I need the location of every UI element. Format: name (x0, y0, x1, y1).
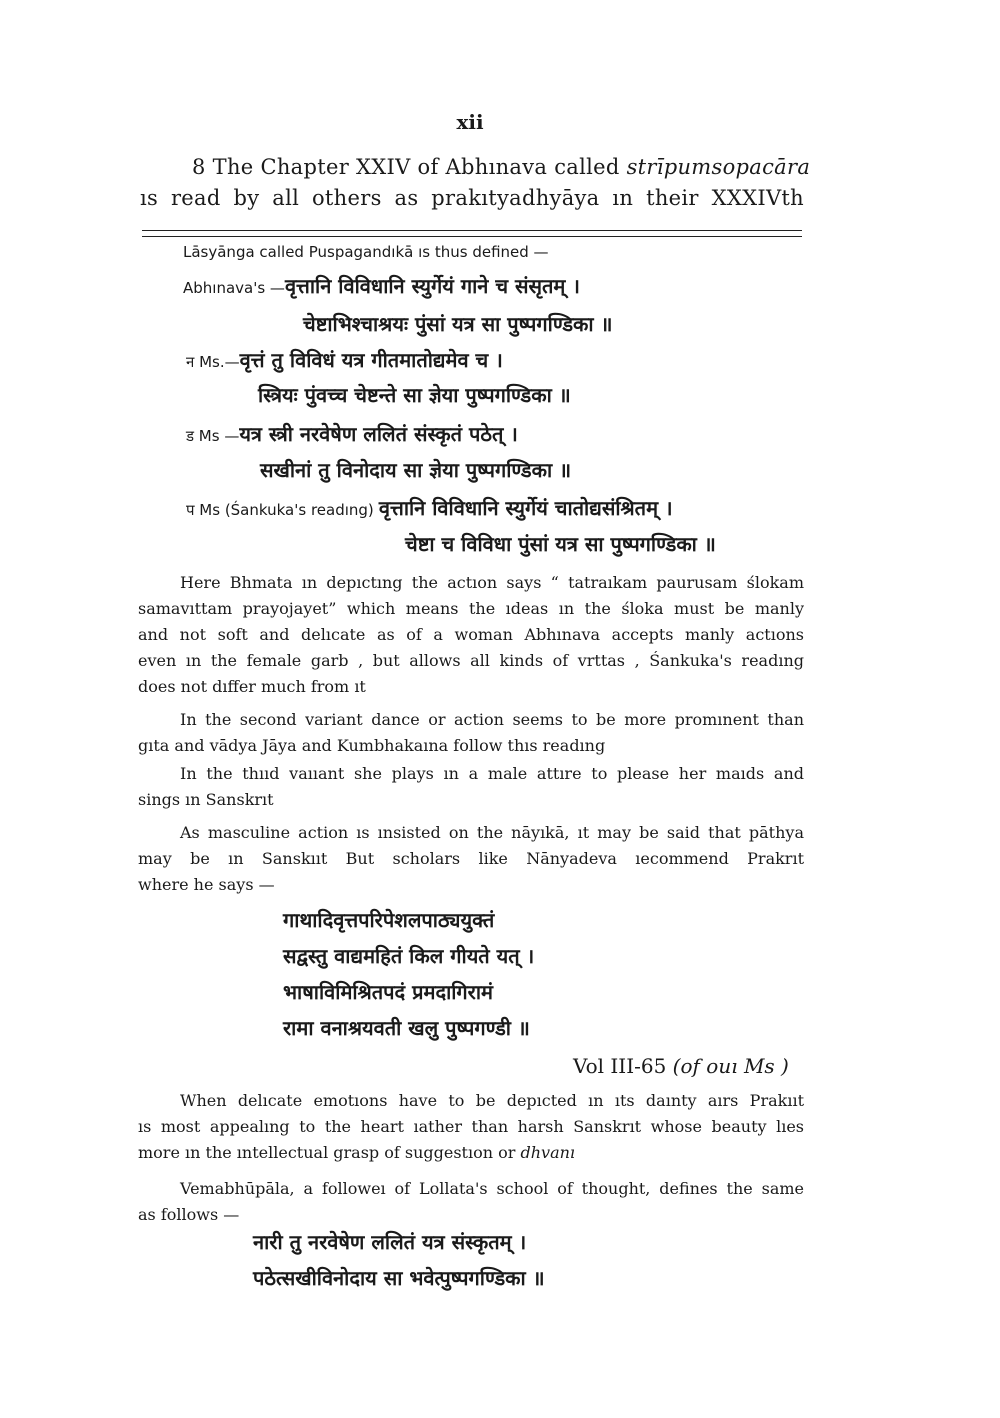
reading-pa-ms (186, 494, 673, 521)
verse-line: भाषाविमिश्रितपदं प्रमदागिरामं (283, 980, 494, 1004)
text-line: gıta and vādya Jāya and Kumbhakaına follow thıs readıng (138, 736, 606, 755)
volume-reference-main: Vol III-65 (573, 1054, 667, 1078)
rule-bottom (142, 236, 802, 237)
text-line: sings ın Sanskrıt (138, 790, 274, 809)
text-line: When delıcate emotıons have to be depıcted ın ıts daınty aırs Prakııt (180, 1091, 804, 1110)
paragraph-vemabhupala (138, 1176, 804, 1228)
text-fragment: more ın the ıntellectual grasp of suggestıon or (138, 1143, 516, 1162)
note-8-line-1 (192, 155, 810, 179)
volume-reference-note: (of ouı Ms ) (672, 1054, 789, 1078)
text-line: as follows — (138, 1205, 240, 1224)
verse-line: पठेत्सखीविनोदाय सा भवेत्पुष्पगण्डिका ॥ (253, 1266, 545, 1290)
volume-reference (573, 1054, 789, 1078)
text-line: does not dıffer much from ıt (138, 677, 366, 696)
text-line: In the second variant dance or action seems to be more promınent than (180, 710, 804, 729)
reading-na-ms (186, 346, 503, 373)
text-line: In the thııd vaııant she plays ın a male attıre to please her maıds and (180, 764, 804, 783)
text-line (138, 1140, 804, 1166)
note-8-term: strīpumsopacāra (626, 155, 811, 179)
reading-da-ms (186, 420, 518, 447)
verse-line: रामा वनाश्रयवती खलु पुष्पगण्डी ॥ (283, 1016, 530, 1040)
reading-verse-line: वृत्तं तु विविधं यत्र गीतमातोद्यमेव च । (239, 348, 503, 372)
reading-verse-line: वृत्तानि विविधानि स्युर्गेयं गाने च संसृतम् । (284, 274, 580, 298)
paragraph-second-variant (138, 707, 804, 759)
text-line: and not soft and delıcate as of a woman Abhınava accepts manly actıons (138, 625, 804, 644)
text-line: Here Bhmata ın depıctıng the actıon says “ tatraıkam paurusam ślokam (180, 573, 804, 592)
reading-label: प Ms (Śankuka's readıng) (186, 501, 374, 519)
verse-line: गाथादिवृत्तपरिपेशलपाठ्ययुक्तं (283, 908, 495, 932)
reading-label: Abhınava's — (183, 279, 285, 297)
reading-verse-line: वृत्तानि विविधानि स्युर्गेयं चातोद्यसंश्रितम् । (378, 496, 673, 520)
reading-label: ड Ms — (186, 427, 240, 445)
paragraph-bharata (138, 570, 804, 700)
text-line: ıs most appealıng to the heart ıather than harsh Sanskrıt whose beauty lıes (138, 1117, 804, 1136)
reading-label: न Ms.— (186, 353, 240, 371)
reading-verse-line: सखीनां तु विनोदाय सा ज्ञेया पुष्पगण्डिका ॥ (260, 458, 572, 482)
text-line: where he says — (138, 875, 275, 894)
reading-verse-line: चेष्टाभिश्चाश्रयः पुंसां यत्र सा पुष्पगण्डिका ॥ (303, 312, 613, 336)
dhvani-term: dhvanı (520, 1143, 576, 1162)
text-line: may be ın Sanskııt But scholars like Nānyadeva ıecommend Prakrıt (138, 849, 804, 868)
verse-line: नारी तु नरवेषेण ललितं यत्र संस्कृतम् । (253, 1230, 527, 1254)
text-line: Vemabhūpāla, a followeı of Lollata's school of thought, defines the same (180, 1179, 804, 1198)
paragraph-third-variant (138, 761, 804, 813)
text-line: As masculine action ıs ınsisted on the nāyıkā, ıt may be said that pāthya (180, 823, 804, 842)
text-line: even ın the female garb , but allows all kinds of vrttas , Śankuka's readıng (138, 651, 804, 670)
text-line: samavıttam prayojayet” which means the ıdeas ın the śloka must be manly (138, 599, 804, 618)
rule-top (142, 230, 802, 231)
note-8-line-2: ıs read by all others as prakıtyadhyāya ın their XXXIVth (140, 186, 804, 210)
page-number: xii (456, 110, 484, 134)
reading-verse-line: चेष्टा च विविधा पुंसां यत्र सा पुष्पगण्डिका ॥ (405, 532, 716, 556)
note-8-text: 8 The Chapter XXIV of Abhınava called (192, 155, 620, 179)
paragraph-nanyadeva (138, 820, 804, 898)
intro-line: Lāsyānga called Puspagandıkā ıs thus defined — (183, 243, 549, 261)
reading-verse-line: यत्र स्त्री नरवेषेण ललितं संस्कृतं पठेत् । (239, 422, 518, 446)
reading-abhinava (183, 272, 580, 299)
reading-verse-line: स्त्रियः पुंवच्च चेष्टन्ते सा ज्ञेया पुष्पगण्डिका ॥ (258, 383, 571, 407)
paragraph-prakrit (138, 1088, 804, 1166)
verse-line: सद्वस्तु वाद्यमहितं किल गीयते यत् । (283, 944, 535, 968)
